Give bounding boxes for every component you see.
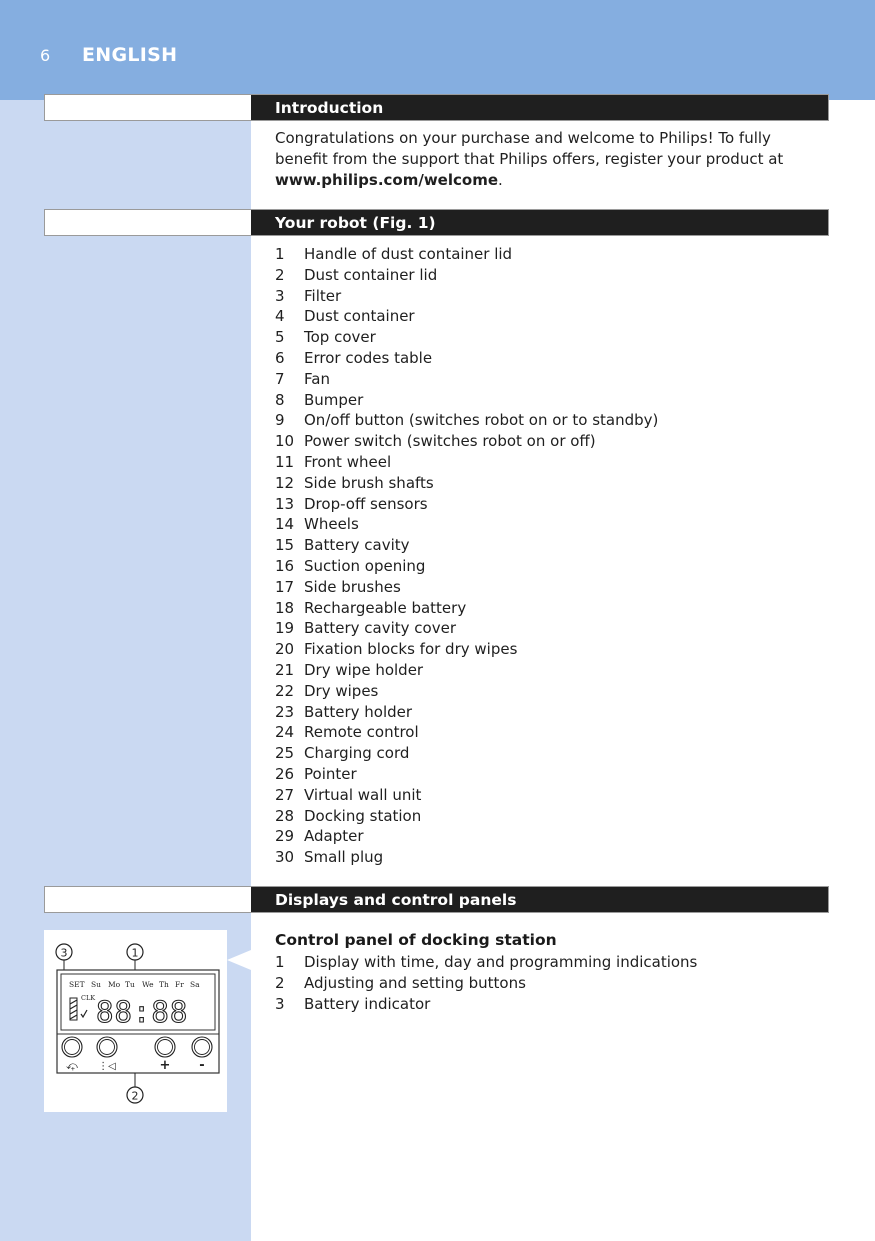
list-item-label: Dry wipe holder [304, 660, 424, 679]
list-item-number: 18 [275, 598, 295, 617]
list-item [275, 556, 658, 577]
battery-icon [70, 998, 77, 1020]
list-item [275, 577, 658, 598]
list-item [275, 806, 658, 827]
list-item [275, 369, 658, 390]
list-item [275, 826, 658, 847]
list-item [275, 952, 697, 973]
list-item-label: Side brushes [304, 577, 401, 596]
list-item [275, 702, 658, 723]
list-item-label: Small plug [304, 848, 384, 867]
list-item [275, 639, 658, 660]
list-item-number: 21 [275, 660, 295, 679]
list-item [275, 994, 697, 1015]
list-item-number: 11 [275, 452, 295, 471]
list-item-label: Battery cavity cover [304, 619, 456, 638]
list-item-number: 14 [275, 515, 295, 534]
list-item-number: 6 [275, 348, 285, 367]
page-number: 6 [40, 46, 51, 65]
list-item [275, 473, 658, 494]
list-item-label: Handle of dust container lid [304, 245, 513, 263]
svg-text:Th: Th [159, 980, 169, 989]
list-item-number: 12 [275, 473, 295, 492]
list-item [275, 722, 658, 743]
list-item-label: On/off button (switches robot on or to standby) [304, 411, 659, 430]
list-item-label: Adapter [304, 827, 364, 846]
list-item-label: Battery cavity [304, 536, 410, 555]
list-item [275, 410, 658, 431]
list-item-label: Dust container lid [304, 265, 438, 284]
section-title: Your robot (Fig. 1) [275, 214, 436, 232]
svg-text:Sa: Sa [190, 980, 200, 989]
list-item [275, 847, 658, 868]
list-item [275, 514, 658, 535]
list-item-label: Filter [304, 286, 342, 305]
list-item [275, 785, 658, 806]
minus-button[interactable] [192, 1037, 212, 1057]
section-title: Displays and control panels [275, 891, 517, 909]
list-item-number: 13 [275, 494, 295, 513]
plus-button[interactable] [155, 1037, 175, 1057]
list-item-label: Adjusting and setting buttons [304, 973, 526, 992]
minus-icon: - [199, 1058, 205, 1073]
list-item-number: 3 [275, 286, 285, 305]
control-panel-list [275, 952, 697, 1014]
list-item [275, 265, 658, 286]
list-item-label: Battery indicator [304, 994, 431, 1013]
list-item-number: 5 [275, 328, 285, 347]
svg-text:SET: SET [69, 980, 85, 989]
list-item [275, 286, 658, 307]
list-item-number: 20 [275, 640, 295, 659]
list-item-label: Power switch (switches robot on or off) [304, 432, 596, 451]
program-icon: ⋮◁ [98, 1061, 116, 1072]
list-item [275, 348, 658, 369]
list-item-number: 28 [275, 806, 295, 825]
time-display: 88:88 [96, 995, 189, 1029]
svg-text:3: 3 [60, 946, 68, 960]
list-item [275, 681, 658, 702]
list-item-label: Front wheel [304, 452, 392, 471]
list-item [275, 306, 658, 327]
list-item-number: 17 [275, 577, 295, 596]
list-item-label: Wheels [304, 515, 359, 534]
list-item-number: 30 [275, 848, 295, 867]
svg-text:We: We [142, 980, 154, 989]
list-item-number: 1 [275, 953, 285, 971]
list-item [275, 452, 658, 473]
list-item-number: 15 [275, 536, 295, 555]
list-item-label: Display with time, day and programming indications [304, 953, 698, 971]
list-item-number: 16 [275, 556, 295, 575]
list-item-number: 26 [275, 764, 295, 783]
list-item [275, 743, 658, 764]
svg-text:CLK: CLK [81, 994, 96, 1002]
plus-icon: + [159, 1058, 171, 1073]
list-item-number: 22 [275, 681, 295, 700]
list-item-label: Error codes table [304, 348, 433, 367]
list-item-number: 23 [275, 702, 295, 721]
control-panel-illustration [44, 930, 227, 1112]
list-item [275, 494, 658, 515]
svg-text:Mo: Mo [108, 980, 121, 989]
list-item-number: 24 [275, 723, 295, 742]
svg-text:Tu: Tu [125, 980, 135, 989]
list-item-label: Remote control [304, 723, 419, 742]
section-bar-displays [44, 886, 829, 913]
list-item [275, 973, 697, 994]
svg-text:Su: Su [91, 980, 101, 989]
list-item-number: 27 [275, 785, 295, 804]
list-item-label: Fixation blocks for dry wipes [304, 640, 518, 659]
list-item [275, 327, 658, 348]
control-panel-figure [44, 930, 227, 1112]
list-item-label: Charging cord [304, 744, 410, 763]
list-item-label: Rechargeable battery [304, 598, 467, 617]
power-button[interactable] [62, 1037, 82, 1057]
list-item-label: Drop-off sensors [304, 494, 428, 513]
svg-text:Fr: Fr [175, 980, 184, 989]
list-item-number: 29 [275, 827, 295, 846]
section-title: Introduction [275, 99, 384, 117]
program-button[interactable] [97, 1037, 117, 1057]
list-item [275, 390, 658, 411]
svg-text:1: 1 [131, 946, 139, 960]
svg-text:2: 2 [131, 1089, 139, 1103]
list-item-number: 2 [275, 265, 285, 284]
list-item-number: 1 [275, 245, 285, 263]
list-item-label: Dust container [304, 307, 415, 326]
list-item-label: Docking station [304, 806, 422, 825]
list-item-number: 8 [275, 390, 285, 409]
list-item-label: Dry wipes [304, 681, 379, 700]
welcome-url[interactable]: www.philips.com/welcome [275, 171, 498, 189]
list-item-number: 3 [275, 994, 285, 1013]
list-item [275, 598, 658, 619]
list-item-label: Battery holder [304, 702, 413, 721]
section-bar-introduction [44, 94, 829, 121]
list-item-label: Pointer [304, 764, 357, 783]
list-item [275, 431, 658, 452]
list-item-label: Suction opening [304, 556, 426, 575]
list-item [275, 618, 658, 639]
control-panel-heading: Control panel of docking station [275, 931, 557, 949]
list-item [275, 244, 658, 265]
list-item-label: Top cover [304, 328, 376, 347]
section-bar-your-robot [44, 209, 829, 236]
list-item-label: Bumper [304, 390, 364, 409]
list-item [275, 764, 658, 785]
list-item-label: Fan [304, 369, 330, 388]
introduction-text: Congratulations on your purchase and welcome to Philips! To fully benefit from the support that Philips offers, register your product at www.philips.com/welcome. [275, 129, 784, 189]
list-item-label: Virtual wall unit [304, 785, 422, 804]
list-item-number: 7 [275, 369, 285, 388]
list-item-number: 25 [275, 744, 295, 763]
list-item-number: 4 [275, 307, 285, 326]
list-item [275, 660, 658, 681]
list-item-number: 2 [275, 973, 285, 992]
parts-list [275, 244, 658, 868]
figure-pointer [227, 950, 251, 970]
list-item-number: 9 [275, 411, 285, 430]
dock-icon: ⤽ [66, 1059, 78, 1072]
list-item [275, 535, 658, 556]
list-item-label: Side brush shafts [304, 473, 434, 492]
list-item-number: 19 [275, 619, 295, 638]
list-item-number: 10 [275, 432, 295, 451]
page-language: ENGLISH [82, 44, 178, 66]
